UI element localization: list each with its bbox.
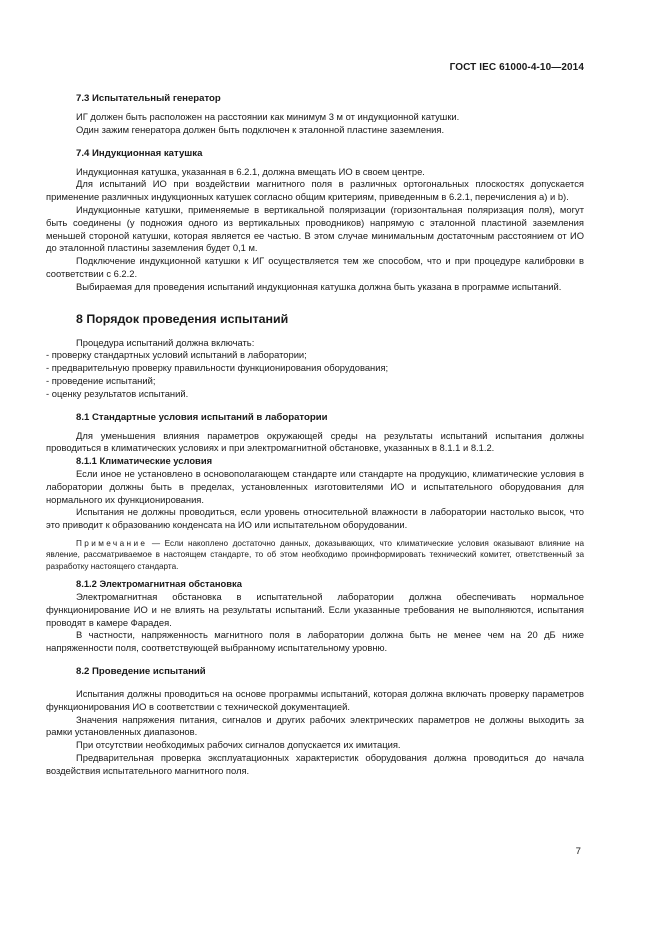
paragraph: Электромагнитная обстановка в испытательной лаборатории должна обеспечивать нормальное функционирование ИО и не влиять на результаты испытаний. Если указанные требования не выполняются, испытания проводят в камере Фарадея. xyxy=(46,590,584,628)
section-7-4-title: 7.4 Индукционная катушка xyxy=(76,147,203,159)
section-8-1-1-title: 8.1.1 Климатические условия xyxy=(76,455,213,467)
document-header: ГОСТ IEC 61000-4-10—2014 xyxy=(449,62,584,73)
note-label: Примечание xyxy=(76,538,148,548)
paragraph: Испытания не должны проводиться, если уровень относительной влажности в лаборатории настолько высок, что это приводит к образованию конденсата на ИО или испытательном оборудовании. xyxy=(46,506,584,531)
section-8-1-title: 8.1 Стандартные условия испытаний в лаборатории xyxy=(76,411,328,423)
paragraph: Индукционная катушка, указанная в 6.2.1, должна вмещать ИО в своем центре. xyxy=(76,165,425,177)
list-item: - проведение испытаний; xyxy=(46,374,156,386)
paragraph: Подключение индукционной катушки к ИГ осуществляется тем же способом, что и при процедуре калибровки в соответствии с 6.2.2. xyxy=(46,255,584,279)
note-text: — Если накоплено достаточно данных, доказывающих, что климатические условия оказывают влияние на явление, рассматриваемое в настоящем стандарте, то об этом необходимо проинформировать технический комитет, ответственный за разработку настоящего стандарта. xyxy=(46,538,584,571)
list-item: - оценку результатов испытаний. xyxy=(46,387,189,399)
paragraph: Испытания должны проводиться на основе программы испытаний, которая должна включать проверку параметров функционирования ИО в соответствии с технической документацией. xyxy=(46,687,584,712)
page-number: 7 xyxy=(575,846,581,857)
paragraph: Индукционные катушки, применяемые в вертикальной поляризации (горизонтальная поляризация поля), могут быть соединены (у подножия одного из вертикальных проводников) напрямую с эталонной пластиной заземления меньшей стороной катушки, которая является ее частью. В этом случае минимальным достаточным расстоянием от ИО до эталонной пластины заземления будет 0,1 м. xyxy=(46,203,584,254)
paragraph: Один зажим генератора должен быть подключен к эталонной пластине заземления. xyxy=(76,123,445,135)
paragraph: Процедура испытаний должна включать: xyxy=(76,336,255,348)
paragraph: Если иное не установлено в основополагающем стандарте или стандарте на продукцию, климатические условия в лаборатории должны быть в пределах, установленных изготовителями ИО и испытательного оборудования для нормального их функционирования. xyxy=(46,467,584,505)
paragraph: В частности, напряженность магнитного поля в лаборатории должна быть не менее чем на 20 дБ ниже напряженности поля, соответствующей выбранному испытательному уровню. xyxy=(46,629,584,654)
section-7-3-title: 7.3 Испытательный генератор xyxy=(76,93,221,104)
document-body xyxy=(46,0,584,778)
paragraph: При отсутствии необходимых рабочих сигналов допускается их имитация. xyxy=(76,739,401,751)
note xyxy=(46,538,584,572)
paragraph: Значения напряжения питания, сигналов и других рабочих электрических параметров не должны выходить за рамки установленных диапазонов. xyxy=(46,713,584,738)
procedure-list xyxy=(46,349,584,400)
section-8-title: 8 Порядок проведения испытаний xyxy=(76,311,289,326)
paragraph: Выбираемая для проведения испытаний индукционная катушка должна быть указана в программе испытаний. xyxy=(76,280,562,292)
paragraph: Предварительная проверка эксплуатационных характеристик оборудования должна проводиться до начала воздействия испытательного магнитного поля. xyxy=(46,751,584,776)
section-8-2-title: 8.2 Проведение испытаний xyxy=(76,665,206,677)
paragraph: Для испытаний ИО при воздействии магнитного поля в различных ортогональных плоскостях допускается применение различных индукционных катушек согласно общим критериям, приведенным в 6.2.1, перечисления a) и b). xyxy=(46,178,584,203)
section-8-1-2-title: 8.1.2 Электромагнитная обстановка xyxy=(76,578,242,590)
paragraph: Для уменьшения влияния параметров окружающей среды на результаты испытаний испытания должны проводиться в климатических условиях и при электромагнитной обстановке, указанных в 8.1.1 и 8.1.2. xyxy=(46,429,584,454)
list-item: - предварительную проверку правильности функционирования оборудования; xyxy=(46,362,389,374)
list-item: - проверку стандартных условий испытаний в лаборатории; xyxy=(46,349,307,361)
paragraph: ИГ должен быть расположен на расстоянии как минимум 3 м от индукционной катушки. xyxy=(76,111,460,122)
